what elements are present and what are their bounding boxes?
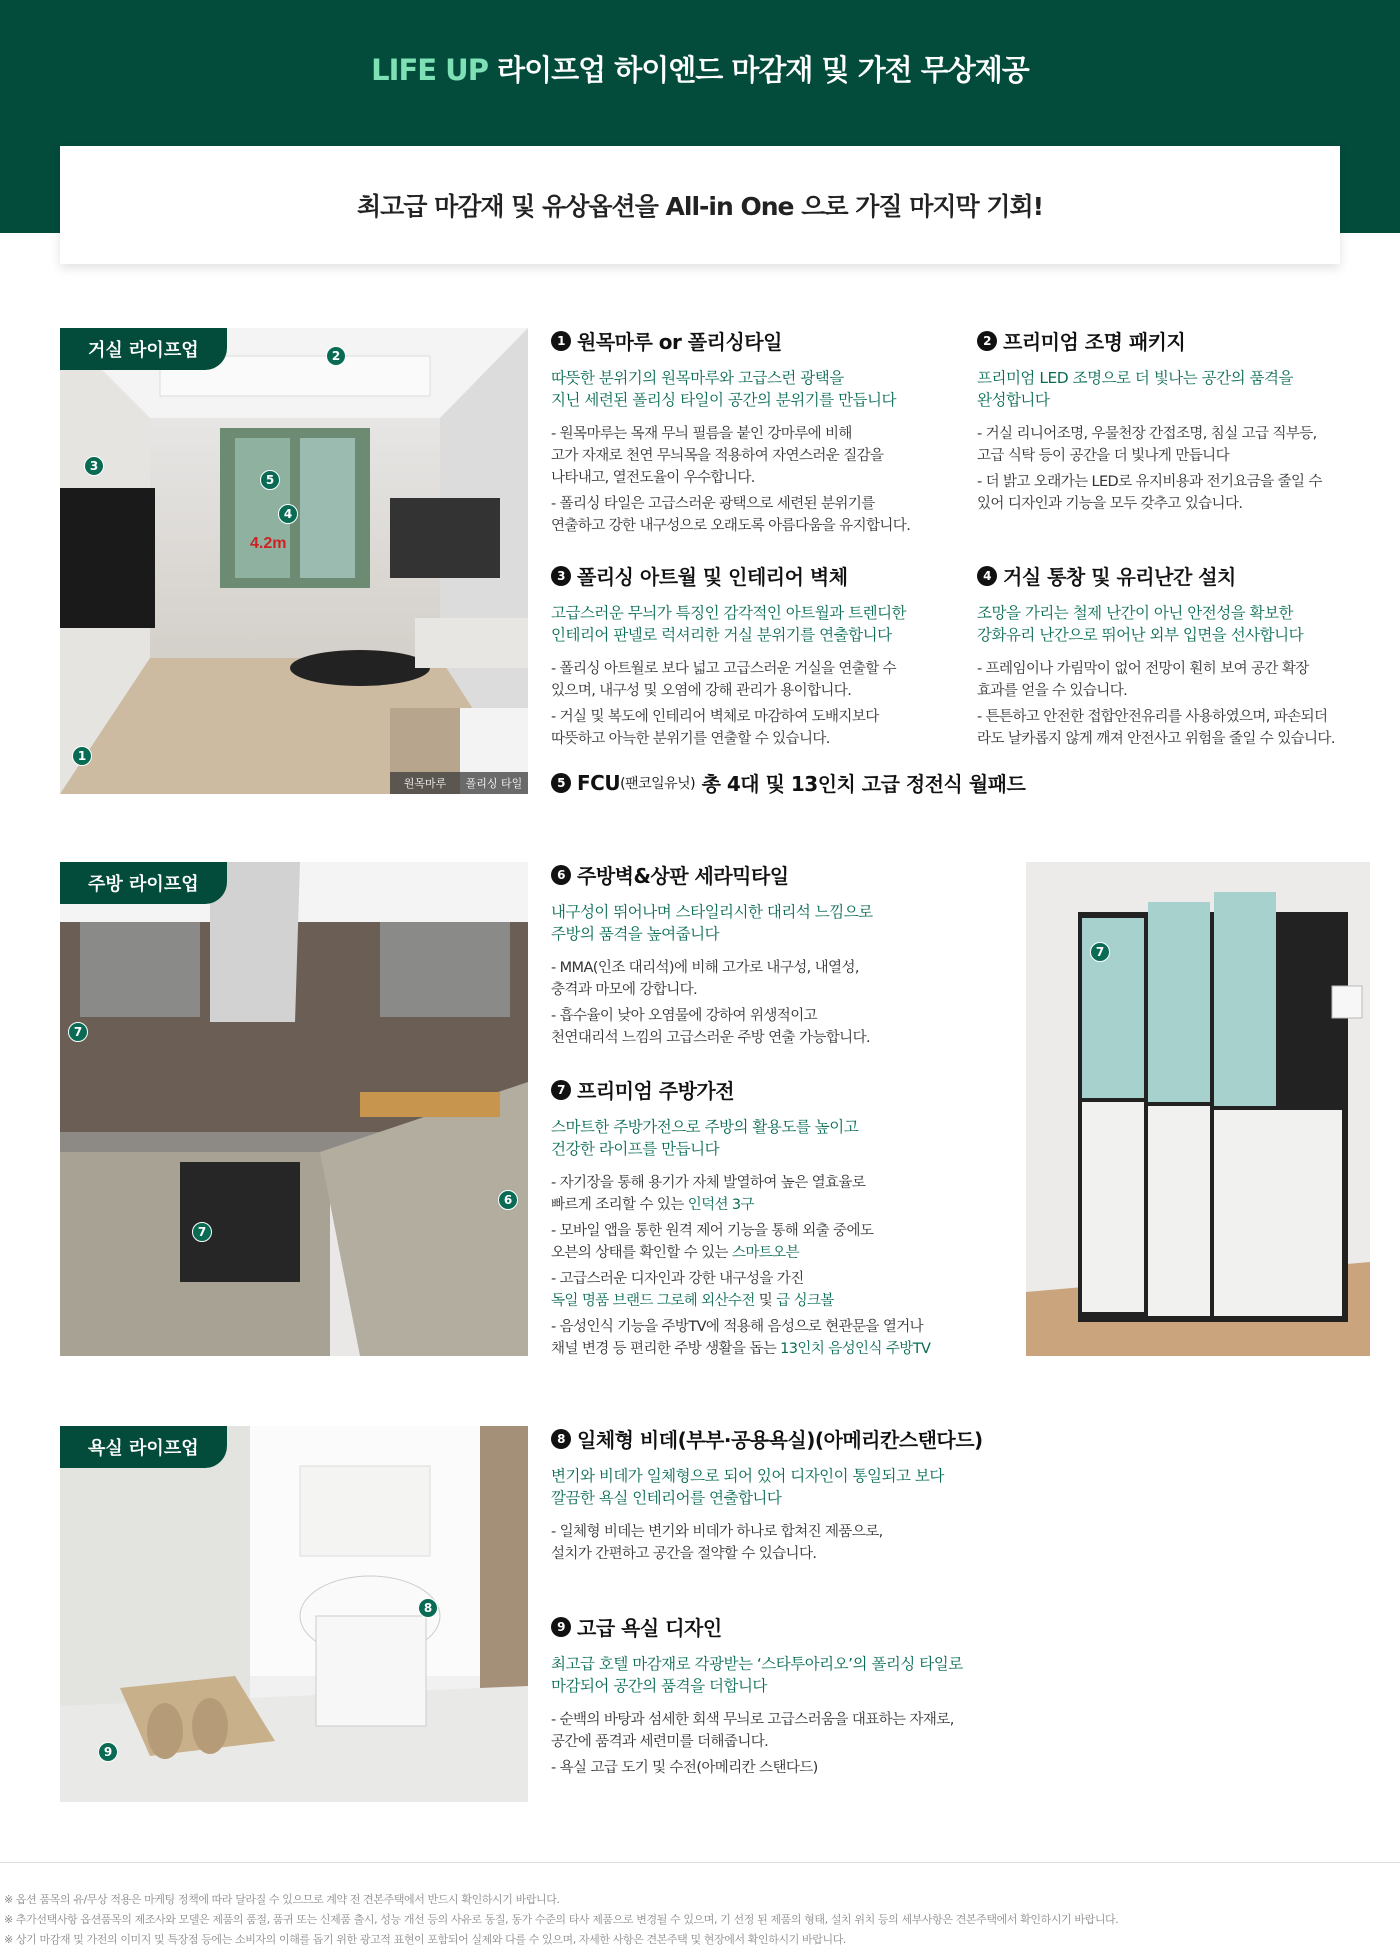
bathroom-photo <box>60 1426 528 1802</box>
marker-6: 6 <box>498 1190 518 1210</box>
number-badge: 2 <box>977 331 997 351</box>
note-line: ※ 상기 마감재 및 가전의 이미지 및 특장점 등에는 소비자의 이해를 돕기 위한 광고적 표현이 포함되어 실제와 다를 수 있으며, 자세한 사항은 견본주택 및 현장에서 확인하시기 바랍니다. <box>4 1933 847 1946</box>
feature-7-item <box>551 1316 991 1360</box>
swatch-wood-label: 원목마루 <box>390 772 460 794</box>
marker-3: 3 <box>84 456 104 476</box>
feature-1-item: - 폴리싱 타일은 고급스러운 광택으로 세련된 분위기를 연출하고 강한 내구성으로 오래도록 아름다움을 유지합니다. <box>551 496 911 534</box>
number-badge: 9 <box>551 1617 571 1637</box>
feature-2-subtitle: 프리미엄 LED 조명으로 더 빛나는 공간의 품격을 완성합니다 <box>977 369 1293 409</box>
footer-notes <box>4 1890 1118 1950</box>
title-text: 고급 욕실 디자인 <box>577 1616 722 1640</box>
living-tag: 거실 라이프업 <box>60 328 227 370</box>
highlight: 인덕션 3구 <box>687 1197 754 1213</box>
feature-7-item <box>551 1172 991 1216</box>
swatch-tile-label: 폴리싱 타일 <box>460 772 528 794</box>
title-text: 주방벽&상판 세라믹타일 <box>577 864 789 888</box>
feature-1 <box>551 326 951 541</box>
item-text: - 고급스러운 디자인과 강한 내구성을 가진 <box>551 1271 804 1287</box>
feature-7-subtitle: 스마트한 주방가전으로 주방의 활용도를 높이고 건강한 라이프를 만듭니다 <box>551 1118 859 1158</box>
marker-5: 5 <box>260 470 280 490</box>
feature-3 <box>551 561 951 754</box>
feature-6-item: - MMA(인조 대리석)에 비해 고가로 내구성, 내열성, 충격과 마모에 강합니다. <box>551 960 859 998</box>
highlight: 급 싱크볼 <box>776 1293 834 1309</box>
marker-8: 8 <box>418 1598 438 1618</box>
bathroom-illustration <box>60 1426 528 1802</box>
feature-9 <box>551 1612 1011 1783</box>
feature-1-subtitle: 따뜻한 분위기의 원목마루와 고급스런 광택을 지닌 세련된 폴리싱 타일이 공간의 분위기를 만듭니다 <box>551 369 896 409</box>
feature-5 <box>551 768 1025 797</box>
feature-4-subtitle: 조망을 가리는 철제 난간이 아닌 안전성을 확보한 강화유리 난간으로 뛰어난 외부 입면을 선사합니다 <box>977 604 1304 644</box>
number-badge: 5 <box>551 773 571 793</box>
title-small: (팬코일유닛) <box>620 775 696 792</box>
feature-9-item: - 순백의 바탕과 섬세한 회색 무늬로 고급스러움을 대표하는 자재로, 공간에 품격과 세련미를 더해줍니다. <box>551 1712 954 1750</box>
feature-6 <box>551 860 951 1053</box>
number-badge: 1 <box>551 331 571 351</box>
feature-9-item: - 욕실 고급 도기 및 수전(아메리칸 스탠다드) <box>551 1760 818 1776</box>
feature-2-item: - 거실 리니어조명, 우물천장 간접조명, 침실 고급 직부등, 고급 식탁 등이 공간을 더 빛나게 만듭니다 <box>977 426 1317 464</box>
number-badge: 8 <box>551 1429 571 1449</box>
marker-1: 1 <box>72 746 92 766</box>
feature-2 <box>977 326 1377 519</box>
title-text: 폴리싱 아트월 및 인테리어 벽체 <box>577 565 848 589</box>
feature-3-title <box>551 561 951 590</box>
feature-7-title <box>551 1075 991 1104</box>
feature-8-subtitle: 변기와 비데가 일체형으로 되어 있어 디자인이 통일되고 보다 깔끔한 욕실 인테리어를 연출합니다 <box>551 1467 944 1507</box>
brand-label: LIFE UP <box>371 53 488 87</box>
marker-7: 7 <box>68 1022 88 1042</box>
feature-4-item: - 프레임이나 가림막이 없어 전망이 훤히 보여 공간 확장 효과를 얻을 수 있습니다. <box>977 661 1309 699</box>
feature-7-item <box>551 1220 991 1264</box>
feature-3-item: - 폴리싱 아트월로 보다 넓고 고급스러운 거실을 연출할 수 있으며, 내구성 및 오염에 강해 관리가 용이합니다. <box>551 661 897 699</box>
marker-9: 9 <box>98 1742 118 1762</box>
feature-6-title <box>551 860 951 889</box>
marker-7: 7 <box>1090 942 1110 962</box>
feature-8-item: - 일체형 비데는 변기와 비데가 하나로 합쳐진 제품으로, 설치가 간편하고 공간을 절약할 수 있습니다. <box>551 1524 883 1562</box>
title-text: FCU <box>577 770 621 795</box>
number-badge: 3 <box>551 566 571 586</box>
feature-2-title <box>977 326 1377 355</box>
number-badge: 7 <box>551 1080 571 1100</box>
feature-3-item: - 거실 및 복도에 인테리어 벽체로 마감하여 도배지보다 따뜻하고 아늑한 분위기를 연출할 수 있습니다. <box>551 709 879 747</box>
title-text: 프리미엄 주방가전 <box>577 1079 735 1103</box>
number-badge: 6 <box>551 865 571 885</box>
feature-1-title <box>551 326 951 355</box>
feature-2-item: - 더 밝고 오래가는 LED로 유지비용과 전기요금을 줄일 수 있어 디자인과 기능을 모두 갖추고 있습니다. <box>977 474 1322 512</box>
feature-8-title <box>551 1424 1011 1453</box>
feature-9-title <box>551 1612 1011 1641</box>
note-line: ※ 추가선택사항 옵션품목의 제조사와 모델은 제품의 품절, 품귀 또는 신제품 출시, 성능 개선 등의 사유로 동질, 동가 수준의 타사 제품으로 변경될 수 있으며, 기 선정 된 제품의 형태, 설치 위치 등의 세부사항은 견본주택에서 확인하시기 바랍니다. <box>4 1913 1119 1926</box>
kitchen-tag: 주방 라이프업 <box>60 862 227 904</box>
bathroom-tag: 욕실 라이프업 <box>60 1426 227 1468</box>
fridge-photo <box>1026 862 1370 1356</box>
living-room-illustration <box>60 328 528 794</box>
fridge-illustration <box>1026 862 1370 1356</box>
feature-7-item <box>551 1268 991 1312</box>
feature-4-item: - 튼튼하고 안전한 접합안전유리를 사용하였으며, 파손되더 라도 날카롭지 않게 깨져 안전사고 위험을 줄일 수 있습니다. <box>977 709 1335 747</box>
highlight: 스마트오븐 <box>731 1245 799 1261</box>
title-text: 거실 통창 및 유리난간 설치 <box>1003 565 1236 589</box>
kitchen-photo <box>60 862 528 1356</box>
footer-divider <box>0 1862 1400 1863</box>
note-line: ※ 옵션 품목의 유/무상 적용은 마케팅 정책에 따라 달라질 수 있으므로 계약 전 견본주택에서 반드시 확인하시기 바랍니다. <box>4 1893 560 1906</box>
feature-6-item: - 흡수율이 낮아 오염물에 강하여 위생적이고 천연대리석 느낌의 고급스러운 주방 연출 가능합니다. <box>551 1008 871 1046</box>
title-text: 프리미엄 조명 패키지 <box>1003 330 1186 354</box>
title-text: 일체형 비데(부부·공용욕실)(아메리칸스탠다드) <box>577 1428 983 1452</box>
item-tail: 및 <box>754 1293 777 1309</box>
feature-6-subtitle: 내구성이 뛰어나며 스타일리시한 대리석 느낌으로 주방의 품격을 높여줍니다 <box>551 903 873 943</box>
headline-banner: 최고급 마감재 및 유상옵션을 All-in One 으로 가질 마지막 기회! <box>60 146 1340 264</box>
highlight: 독일 명품 브랜드 그로헤 외산수전 <box>551 1293 755 1309</box>
item-text: - 음성인식 기능을 주방TV에 적용해 음성으로 현관문을 열거나 채널 변경 등 편리한 주방 생활을 돕는 <box>551 1319 924 1357</box>
living-room-photo <box>60 328 528 794</box>
feature-8 <box>551 1424 1011 1569</box>
title-text: 원목마루 or 폴리싱타일 <box>577 330 782 354</box>
feature-4-title <box>977 561 1387 590</box>
feature-7 <box>551 1075 991 1364</box>
item-text: - 자기장을 통해 용기가 자체 발열하여 높은 열효율로 빠르게 조리할 수 있는 <box>551 1175 866 1213</box>
marker-4: 4 <box>278 504 298 524</box>
item-text: - 모바일 앱을 통한 원격 제어 기능을 통해 외출 중에도 오븐의 상태를 확인할 수 있는 <box>551 1223 874 1261</box>
feature-9-subtitle: 최고급 호텔 마감재로 각광받는 ‘스타투아리오’의 폴리싱 타일로 마감되어 공간의 품격을 더합니다 <box>551 1655 963 1695</box>
kitchen-illustration <box>60 862 528 1356</box>
feature-1-item: - 원목마루는 목재 무늬 필름을 붙인 강마루에 비해 고가 자재로 천연 무늬목을 적용하여 자연스러운 질감을 나타내고, 열전도율이 우수합니다. <box>551 426 884 486</box>
highlight: 13인치 음성인식 주방TV <box>780 1341 931 1357</box>
marker-7: 7 <box>192 1222 212 1242</box>
number-badge: 4 <box>977 566 997 586</box>
marker-2: 2 <box>326 346 346 366</box>
page-title <box>0 48 1400 89</box>
feature-3-subtitle: 고급스러운 무늬가 특징인 감각적인 아트월과 트렌디한 인테리어 판넬로 럭셔리한 거실 분위기를 연출합니다 <box>551 604 907 644</box>
feature-4 <box>977 561 1387 754</box>
dimension-label: 4.2m <box>250 535 287 552</box>
title-rest: 총 4대 및 13인치 고급 정전식 월패드 <box>701 772 1026 796</box>
title-text: 라이프업 하이엔드 마감재 및 가전 무상제공 <box>497 53 1029 87</box>
